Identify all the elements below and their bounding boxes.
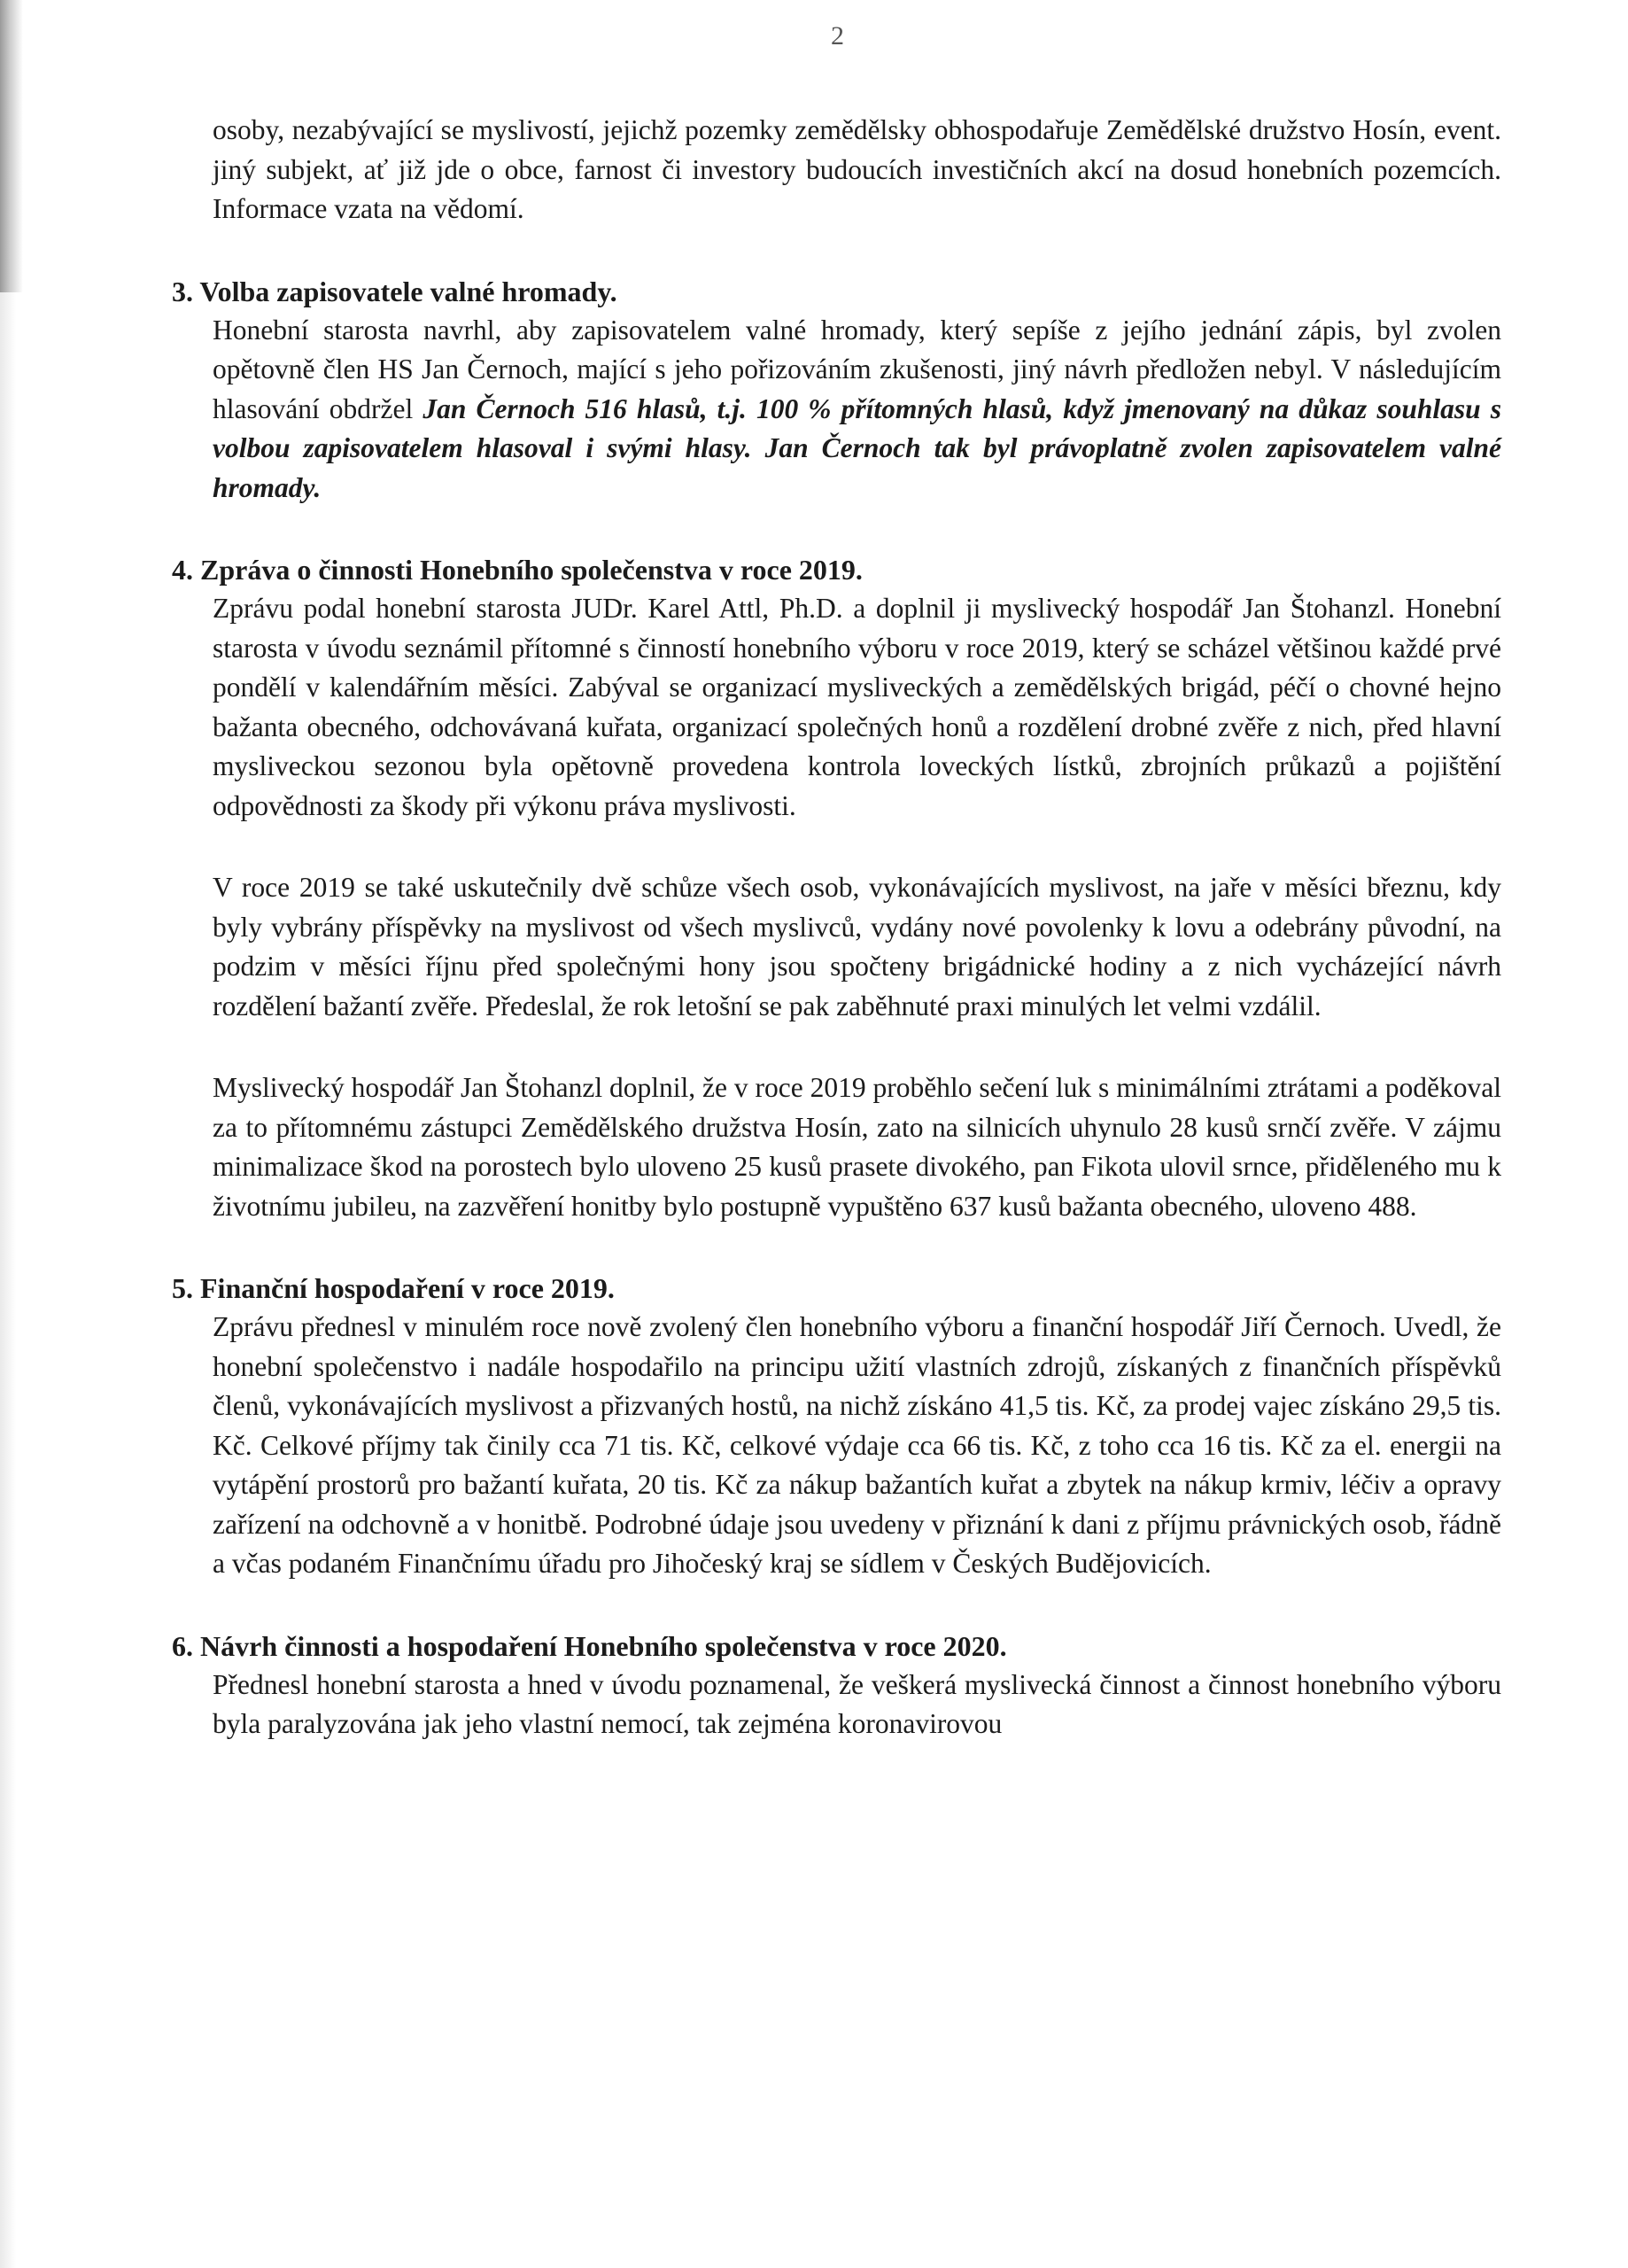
- section-5-heading: 5. Finanční hospodaření v roce 2019.: [172, 1272, 615, 1304]
- section-5-paragraph: Zprávu přednesl v minulém roce nově zvolený člen honebního výboru a finanční hospodář Jiří Černoch. Uvedl, že honební společenstvo i nadále hospodařilo na principu užití vlastních zdrojů, získaných z finančních příspěvků členů, vykonávajících myslivost a přizvaných hostů, na nichž získáno 41,5 tis. Kč, za prodej vajec získáno 29,5 tis. Kč. Celkové příjmy tak činily cca 71 tis. Kč, celkové výdaje cca 66 tis. Kč, z toho cca 16 tis. Kč za el. energii na vytápění prostorů pro bažantí kuřata, 20 tis. Kč za nákup bažantích kuřat a zbytek na nákup krmiv, léčiv a opravy zařízení na odchovně a v honitbě. Podrobné údaje jsou uvedeny v přiznání k dani z příjmu právnických osob, řádně a včas podaném Finančnímu úřadu pro Jihočeský kraj se sídlem v Českých Budějovicích.: [213, 1311, 1501, 1579]
- section-4-paragraph-2: V roce 2019 se také uskutečnily dvě schůze všech osob, vykonávajících myslivost, na jaře v měsíci březnu, kdy byly vybrány příspěvky na myslivost od všech myslivců, vydány nové povolenky k lovu a odebrány původní, na podzim v měsíci říjnu před společnými hony jsou spočteny brigádnické hodiny a z nich vycházející návrh rozdělení bažantí zvěře. Předeslal, že rok letošní se pak zaběhnuté praxi minulých let velmi vzdálil.: [213, 872, 1501, 1021]
- section-4-heading: 4. Zpráva o činnosti Honebního společenstva v roce 2019.: [172, 554, 863, 586]
- section-4-paragraph-3: Myslivecký hospodář Jan Štohanzl doplnil, že v roce 2019 proběhlo sečení luk s minimálními ztrátami a poděkoval za to přítomnému zástupci Zemědělského družstva Hosín, zato na silnicích uhynulo 28 kusů srnčí zvěře. V zájmu minimalizace škod na porostech bylo uloveno 25 kusů prasete divokého, pan Fikota ulovil srnce, přiděleného mu k životnímu jubileu, na zazvěření honitby bylo postupně vypuštěno 637 kusů bažanta obecného, uloveno 488.: [213, 1072, 1501, 1222]
- section-6-paragraph: Přednesl honební starosta a hned v úvodu poznamenal, že veškerá myslivecká činnost a činnost honebního výboru byla paralyzována jak jeho vlastní nemocí, tak zejména koronavirovou: [213, 1668, 1501, 1739]
- section-3-heading: 3. Volba zapisovatele valné hromady.: [172, 275, 617, 307]
- document-body: [172, 111, 1501, 1744]
- section-3-emphasis: Jan Černoch 516 hlasů, t.j. 100 % přítomných hlasů, když jmenovaný na důkaz souhlasu s volbou zapisovatelem hlasoval i svými hlasy. Jan Černoch tak byl právoplatně zvolen zapisovatelem valné hromady.: [213, 392, 1501, 503]
- section-3-paragraph: [213, 311, 1501, 509]
- scan-edge-shading: [0, 0, 16, 2268]
- section-6-heading: 6. Návrh činnosti a hospodaření Honebního společenstva v roce 2020.: [172, 1629, 1007, 1662]
- scan-corner-shadow: [0, 0, 23, 292]
- section-4-paragraph-1: Zprávu podal honební starosta JUDr. Karel Attl, Ph.D. a doplnil ji myslivecký hospodář Jan Štohanzl. Honební starosta v úvodu seznámil přítomné s činností honebního výboru v roce 2019, který se scházel většinou každé prvé pondělí v kalendářním měsíci. Zabýval se organizací mysliveckých a zemědělských brigád, péčí o chovné hejno bažanta obecného, odchovávaná kuřata, organizací společných honů a rozdělení drobné zvěře z nich, před hlavní mysliveckou sezonou byla opětovně provedena kontrola loveckých lístků, zbrojních průkazů a pojištění odpovědnosti za škody při výkonu práva myslivosti.: [213, 593, 1501, 821]
- intro-paragraph: osoby, nezabývající se myslivostí, jejichž pozemky zemědělsky obhospodařuje Zemědělské družstvo Hosín, event. jiný subjekt, ať již jde o obce, farnost či investory budoucích investičních akcí na dosud honebních pozemcích. Informace vzata na vědomí.: [213, 114, 1501, 224]
- page-number: 2: [831, 21, 844, 50]
- section-3-paragraph-text: Honební starosta navrhl, aby zapisovatelem valné hromady, který sepíše z jejího jednání zápis, byl zvolen opětovně člen HS Jan Černoch, mající s jeho pořizováním zkušenosti, jiný návrh předložen nebyl. V následujícím hlasování obdržel: [213, 314, 1501, 424]
